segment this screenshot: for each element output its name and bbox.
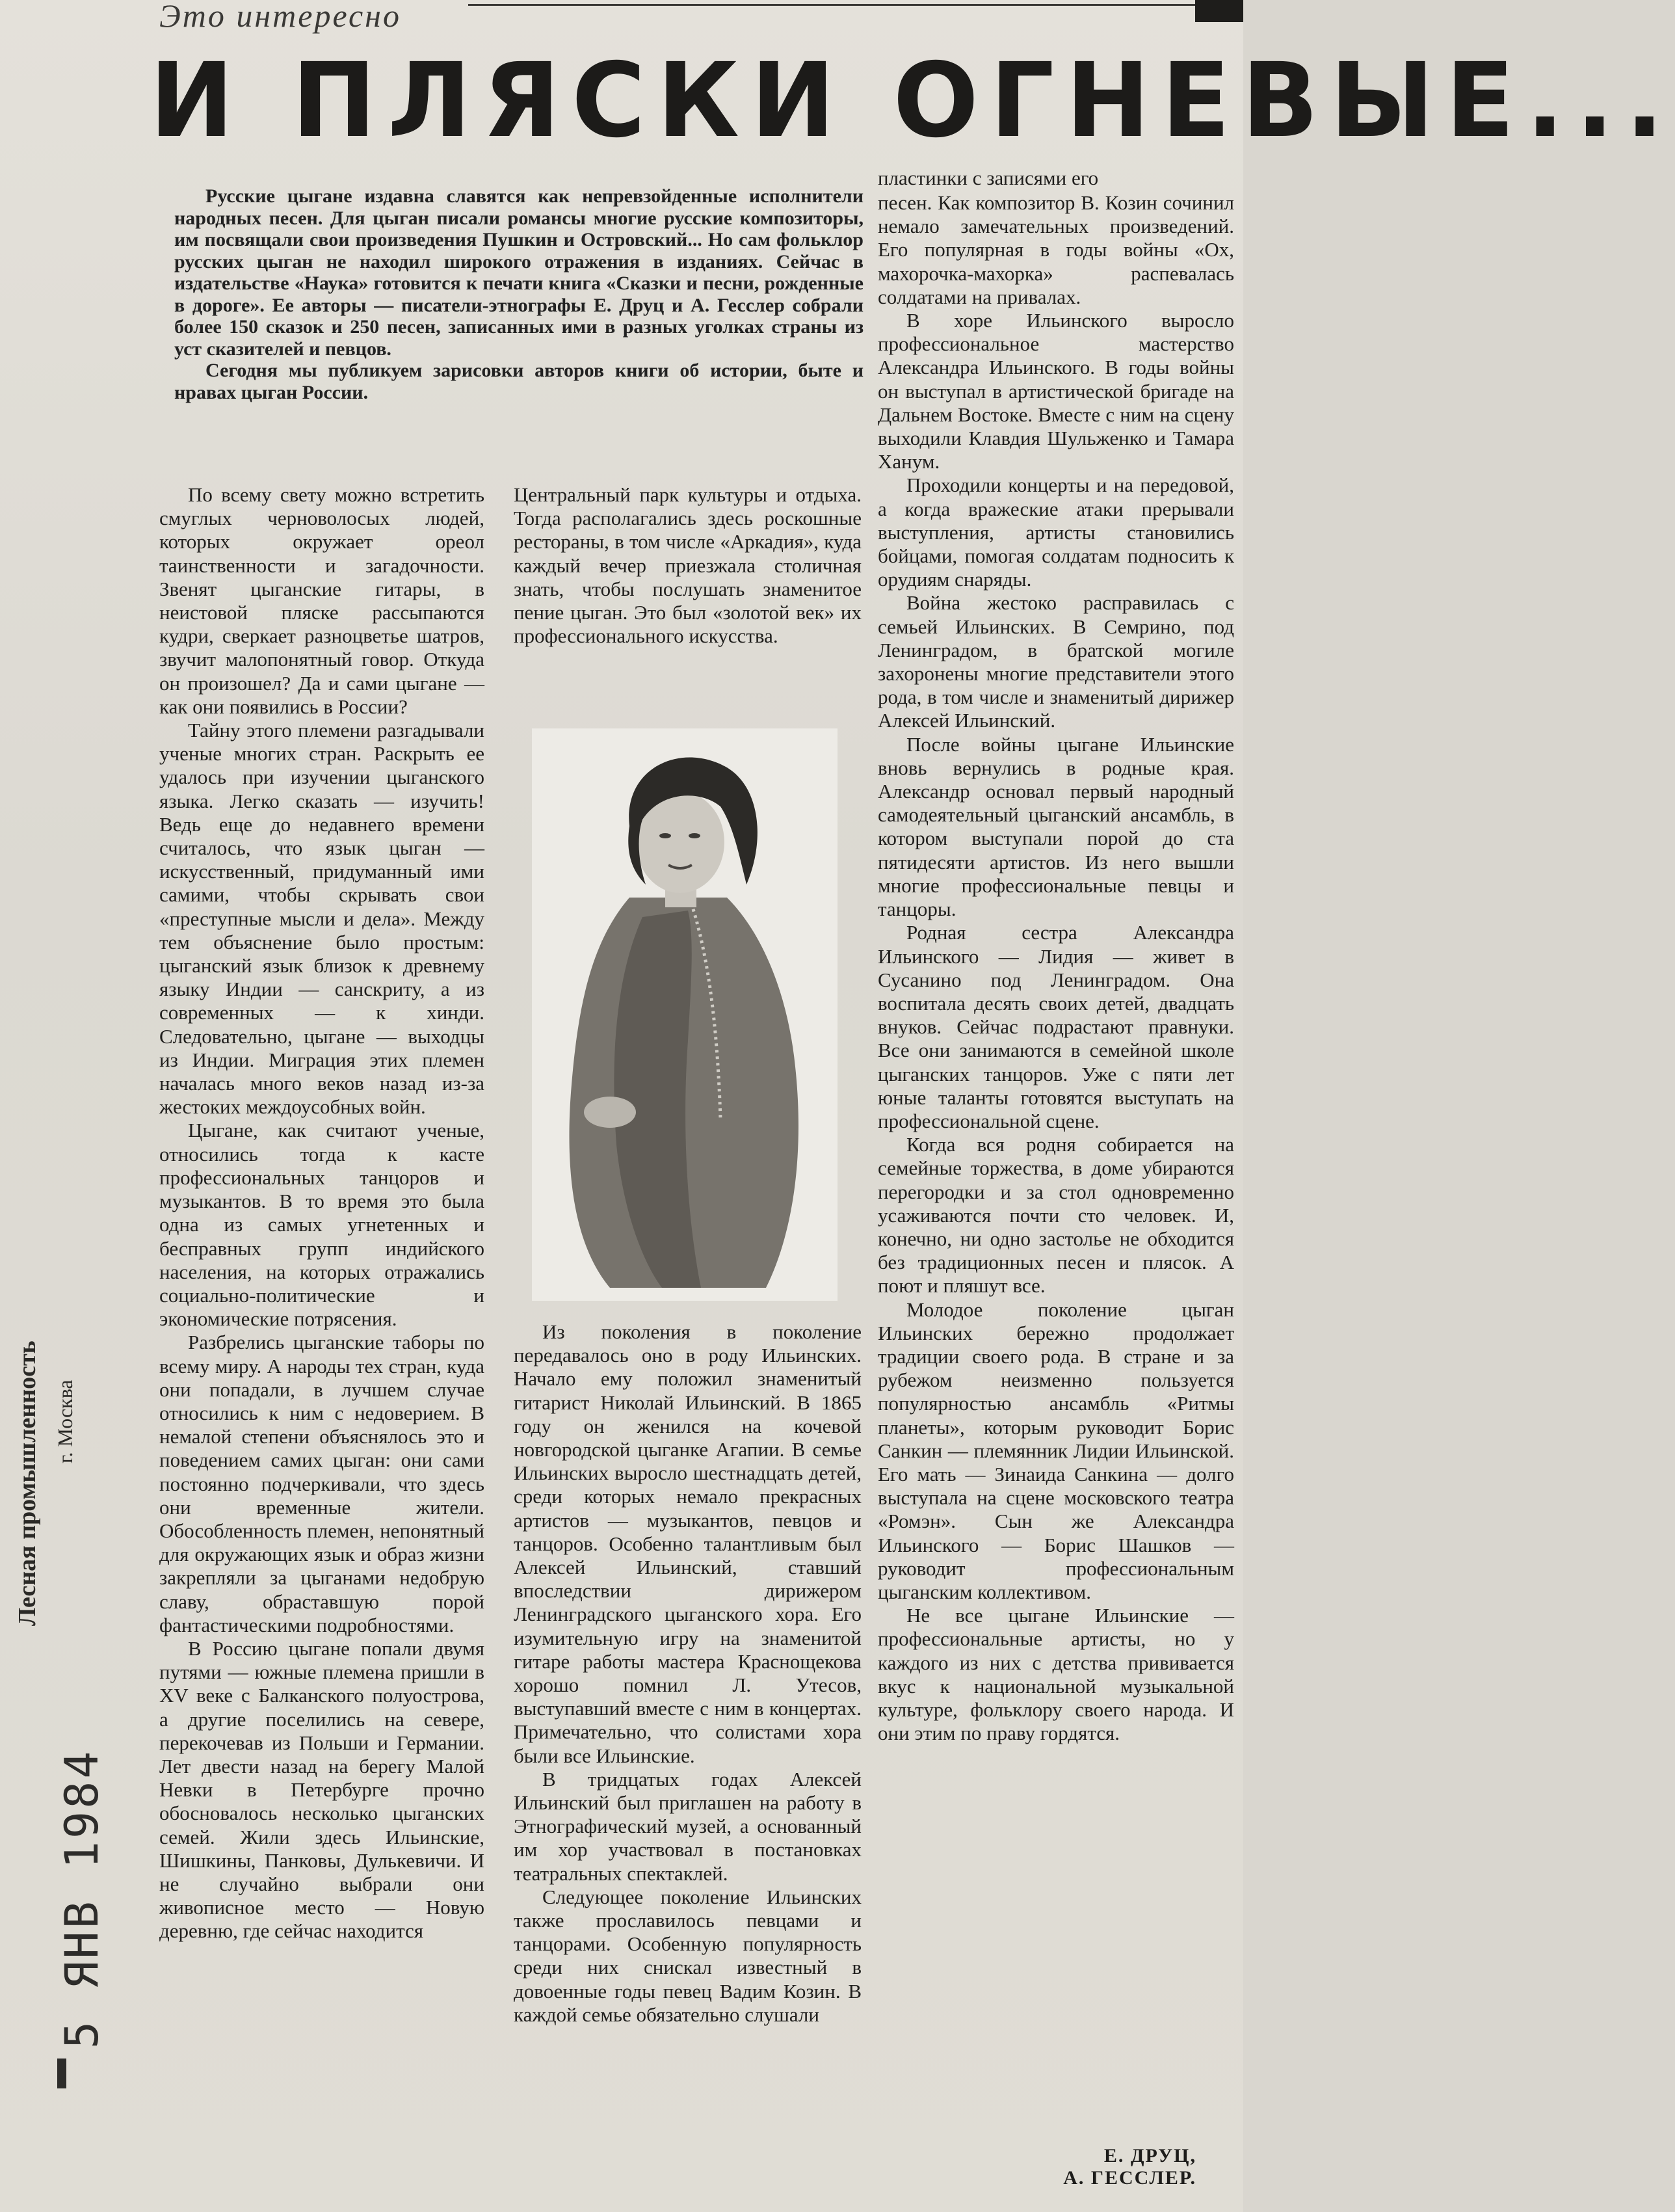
newspaper-city: г. Москва (53, 1379, 77, 1463)
paragraph: В Россию цыгане попали двумя путями — южные племена пришли в XV веке с Балканского полуострова, а другие поселились на севере, перекочевав из Польши и Германии. Лет двести назад на берегу Малой Невки в Петербурге прочно обосновалось несколько цыганских семей. Жили здесь Ильинские, Шишкины, Панковы, Дулькевичи. И не случайно выбрали они живописное место — Новую деревню, где сейчас находится (159, 1636, 484, 1943)
paragraph: Родная сестра Александра Ильинского — Лидия — живет в Сусанино под Ленинградом. Она воспитала десять своих детей, двадцать внуков. Сейчас подрастают правнуки. Все они занимаются в семейной школе цыганских танцоров. Уже с пяти лет юные таланты готовятся выступать на профессиональной сцене. (878, 921, 1234, 1132)
column-3 (878, 191, 1234, 1745)
author-1: Е. ДРУЦ, (1103, 2145, 1196, 2166)
stamp-dash (57, 2059, 66, 2088)
date-stamp: 5 ЯНВ 1984 (55, 1748, 109, 2049)
column-3-continuation: пластинки с записями его (878, 167, 1099, 189)
article-headline: И ПЛЯСКИ ОГНЕВЫЕ... (150, 41, 1675, 161)
paragraph: Цыгане, как считают ученые, относились тогда к касте профессиональных танцоров и музыкантов. В то время это была одна из самых угнетенных и бесправных групп индийского населения, на которых отражались социально-политические и экономические потрясения. (159, 1119, 484, 1331)
author-signature (962, 2145, 1196, 2189)
paragraph: После войны цыгане Ильинские вновь вернулись в родные края. Александр основал первый народный самодеятельный цыганский ансамбль, в котором выступали порой до ста пятидесяти артистов. Из него вышли многие профессиональные певцы и танцоры. (878, 732, 1234, 921)
paragraph: В хоре Ильинского выросло профессиональное мастерство Александра Ильинского. В годы войны он выступал в артистической бригаде на Дальнем Востоке. Вместе с ним на сцену выходили Клавдия Шульженко и Тамара Ханум. (878, 309, 1234, 473)
newspaper-name: Лесная промышленность (14, 1340, 41, 1626)
paragraph: Следующее поколение Ильинских также прославилось певцами и танцорами. Особенную популярность среди них снискал известный в довоенные годы певец Вадим Козин. В каждой семье обязательно слушали (514, 1885, 862, 2026)
rubric-label: Это интересно (159, 0, 401, 34)
paragraph: Центральный парк культуры и отдыха. Тогда располагались здесь роскошные рестораны, в том числе «Аркадия», куда каждый вечер приезжала столичная знать, чтобы послушать знаменитое пение цыган. Это был «золотой век» их профессионального искусства. (514, 483, 862, 648)
paragraph: Не все цыгане Ильинские — профессиональные артисты, но у каждого из них с детства прививается вкус к национальной музыкальной культуре, фольклору своего народа. И они этим по праву гордятся. (878, 1604, 1234, 1745)
paragraph: Тайну этого племени разгадывали ученые многих стран. Раскрыть ее удалось при изучении цыганского языка. Легко сказать — изучить! Ведь еще до недавнего времени считалось, что язык цыган — искусственный, придуманный ими самими, чтобы скрывать свои «преступные мысли и дела». Между тем объяснение было простым: цыганский язык близок к древнему языку Индии — санскриту, а из современных — к хинди. Следовательно, цыгане — выходцы из Индии. Миграция этих племен началась много веков назад из-за жестоких междоусобных войн. (159, 719, 484, 1119)
column-2-top (514, 483, 862, 648)
column-3-top (878, 167, 1234, 190)
paragraph: Война жестоко расправилась с семьей Ильинских. В Семрино, под Ленинградом, в братской могиле захоронены многие представители этого рода, в том числе и знаменитый дирижер Алексей Ильинский. (878, 591, 1234, 732)
paragraph: В тридцатых годах Алексей Ильинский был приглашен на работу в Этнографический музей, а основанный им хор участвовал в постановках театральных спектаклей. (514, 1767, 862, 1885)
paragraph: Разбрелись цыганские таборы по всему миру. А народы тех стран, куда они попадали, в лучшем случае относились к ним с недоверием. В немалой степени объяснялось это и поведением самих цыган: они сами постоянно подчеркивали, что здесь они временные жители. Обособленность племен, непонятный для окружающих язык и образ жизни закрепляли за цыганами недобрую славу, обраставшую порой фантастическими подробностями. (159, 1331, 484, 1636)
rubric-rule (468, 4, 1216, 6)
paragraph: Проходили концерты и на передовой, а когда вражеские атаки прерывали выступления, артисты становились бойцами, помогая солдатам подносить к орудиям снаряды. (878, 473, 1234, 591)
paragraph: песен. Как композитор В. Козин сочинил немало замечательных произведений. Его популярная в годы войны «Ох, махорочка-махорка» распевалась солдатами на привалах. (878, 191, 1234, 308)
lead-paragraph: Русские цыгане издавна славятся как непревзойденные исполнители народных песен. Для цыган писали романсы многие русские композиторы, им посвящали свои произведения Пушкин и Островский... Но сам фольклор русских цыган не находил широкого отражения в изданиях. Сейчас в издательстве «Наука» готовится к печати книга «Сказки и песни, рожденные в дороге». Ее авторы — писатели-этнографы Е. Друц и А. Гесслер собрали более 150 сказок и 250 песен, записанных ими в разных уголках страны из уст сказителей и певцов. (174, 185, 864, 360)
paragraph: Когда вся родня собирается на семейные торжества, в доме убираются перегородки и за стол одновременно усаживаются почти сто человек. И, конечно, ни одно застолье не обходится без традиционных песен и плясок. А поют и пляшут все. (878, 1133, 1234, 1298)
singer-photo (532, 728, 838, 1301)
corner-mark (1195, 0, 1243, 22)
author-2: А. ГЕССЛЕР. (1063, 2167, 1196, 2189)
column-1 (159, 483, 484, 1943)
lead-paragraph: Сегодня мы публикуем зарисовки авторов книги об истории, быте и нравах цыган России. (174, 360, 864, 403)
paragraph: Молодое поколение цыган Ильинских бережно продолжает традиции своего рода. В стране и за рубежом неизменно пользуется популярностью ансамбль «Ритмы планеты», которым руководит Борис Санкин — племянник Лидии Ильинской. Его мать — Зинаида Санкина — долго выступала на сцене московского театра «Ромэн». Сын же Александра Ильинского — Борис Шашков — руководит профессиональным цыганским коллективом. (878, 1298, 1234, 1603)
paragraph: Из поколения в поколение передавалось оно в роду Ильинских. Начало ему положил знаменитый гитарист Николай Ильинский. В 1865 году он женился на кочевой новгородской цыганке Агапии. В семье Ильинских выросло шестнадцать детей, среди которых немало прекрасных артистов — музыкантов, певцов и танцоров. Особенно талантливым был Алексей Ильинский, ставший впоследствии дирижером Ленинградского цыганского хора. Его изумительную игру на знаменитой гитаре работы мастера Краснощекова хорошо помнил Л. Утесов, выступавший вместе с ним в концертах. Примечательно, что солистами хора были все Ильинские. (514, 1320, 862, 1767)
paragraph: По всему свету можно встретить смуглых черноволосых людей, которых окружает ореол таинственности и загадочности. Звенят цыганские гитары, в неистовой пляске рассыпаются кудри, сверкает разноцветье шатров, звучит малопонятный говор. Откуда он произошел? Да и сами цыгане — как они появились в России? (159, 483, 484, 718)
portrait-image (532, 728, 838, 1301)
column-2-bottom (514, 1320, 862, 2027)
article-lead (174, 185, 864, 403)
